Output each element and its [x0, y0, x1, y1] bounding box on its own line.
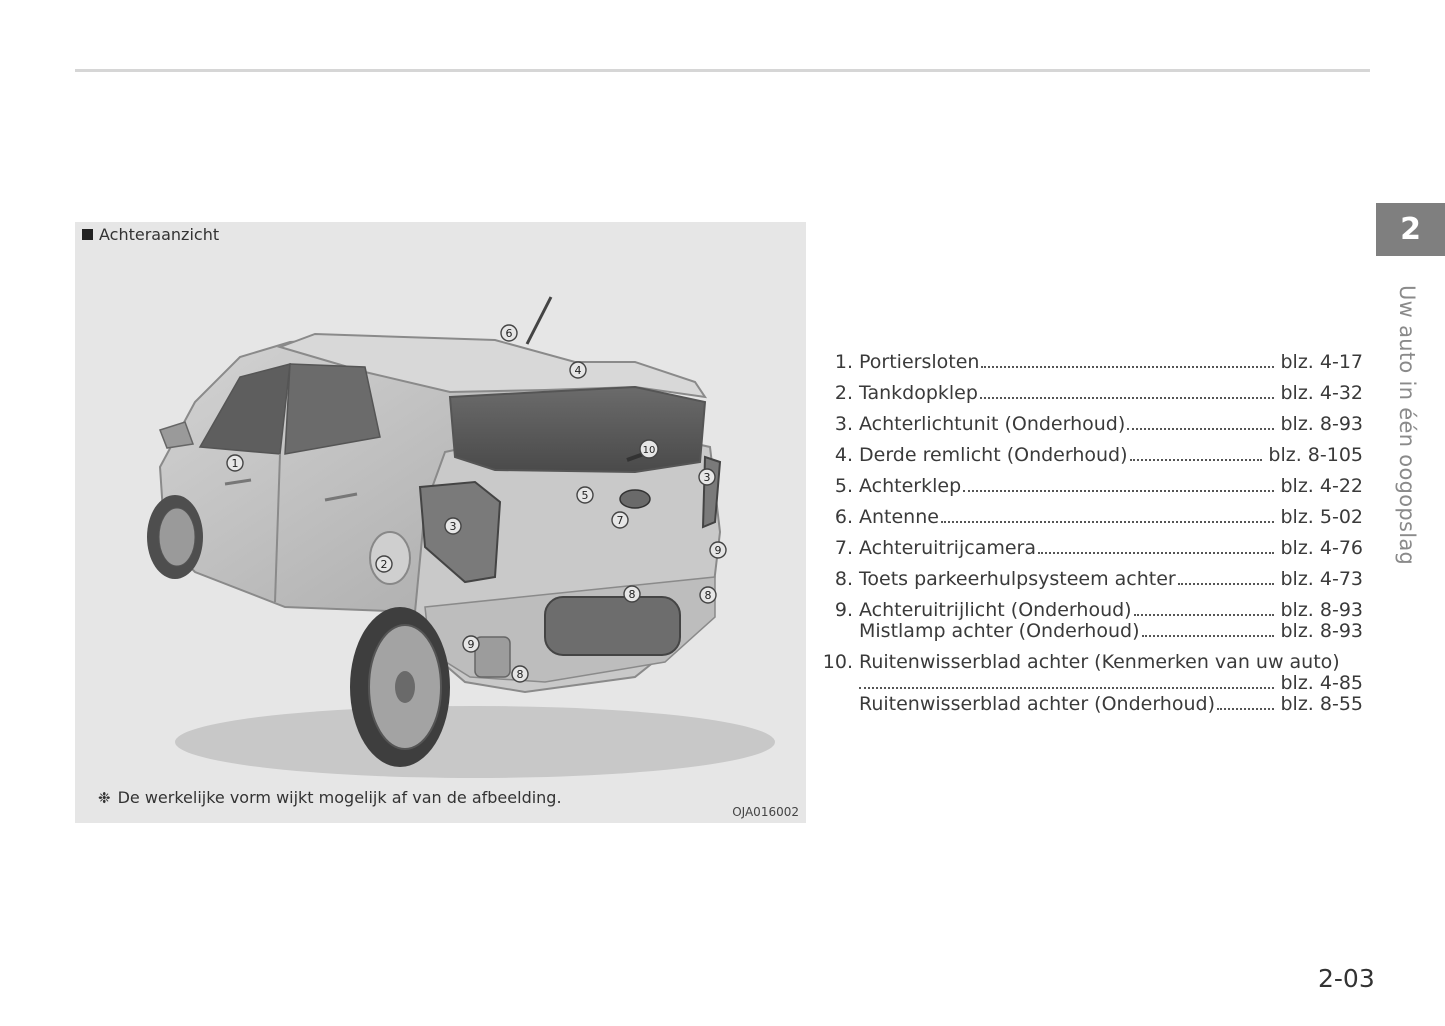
leader-dots — [981, 366, 1274, 368]
list-item — [815, 383, 1363, 404]
item-page: blz. 8-93 — [1280, 599, 1363, 621]
item-page: blz. 4-17 — [1280, 351, 1363, 373]
item-label: Achterlichtunit (Onderhoud) — [859, 413, 1126, 435]
item-number: 9. — [834, 599, 853, 621]
item-number: 10. — [822, 651, 853, 673]
leader-dots — [1038, 552, 1275, 554]
callout-label-2: 2 — [380, 558, 388, 571]
callout-label-8a: 8 — [628, 588, 636, 601]
list-item — [815, 652, 1363, 715]
chapter-side-title — [1395, 285, 1425, 585]
callout-9a — [710, 542, 726, 558]
item-label: Tankdopklep — [859, 382, 978, 404]
item-page: blz. 4-76 — [1280, 537, 1363, 559]
callout-8c — [512, 666, 528, 682]
item-number: 2. — [834, 382, 853, 404]
callout-3b — [699, 469, 715, 485]
item-page: blz. 8-105 — [1268, 444, 1363, 466]
chapter-tab: 2 — [1376, 203, 1445, 256]
callout-label-9b: 9 — [467, 638, 475, 651]
leader-dots — [1127, 428, 1274, 430]
leader-dots — [941, 521, 1275, 523]
figure-code: OJA016002 — [732, 805, 799, 819]
callout-label-1: 1 — [231, 457, 239, 470]
callout-8b — [700, 587, 716, 603]
item-label-secondary: Ruitenwisserblad achter (Onderhoud) — [859, 693, 1215, 715]
item-page: blz. 5-02 — [1280, 506, 1363, 528]
item-page-secondary: blz. 8-93 — [1280, 620, 1363, 642]
item-page-secondary: blz. 8-55 — [1280, 693, 1363, 715]
callout-label-4: 4 — [574, 364, 582, 377]
callout-6 — [501, 325, 517, 341]
rear-view-figure — [75, 222, 806, 823]
list-item — [815, 569, 1363, 590]
item-number: 1. — [834, 351, 853, 373]
leader-dots — [1130, 459, 1263, 461]
item-page: blz. 8-93 — [1280, 413, 1363, 435]
figure-note-text: De werkelijke vorm wijkt mogelijk af van de afbeelding. — [117, 788, 562, 807]
item-number: 5. — [834, 475, 853, 497]
item-label: Antenne — [859, 506, 939, 528]
callout-label-10: 10 — [642, 445, 656, 456]
figure-title-text: Achteraanzicht — [99, 225, 220, 244]
item-label: Achterklep — [859, 475, 962, 497]
callout-label-6: 6 — [505, 327, 513, 340]
callout-10 — [640, 440, 658, 458]
top-rule — [75, 69, 1370, 72]
list-item — [815, 600, 1363, 642]
callout-label-3b: 3 — [703, 471, 711, 484]
callout-1 — [227, 455, 243, 471]
leader-dots — [1134, 614, 1275, 616]
leader-dots — [980, 397, 1275, 399]
note-asterisk-icon: ❉ — [98, 788, 111, 807]
page-number: 2-03 — [1318, 964, 1375, 993]
callout-label-8c: 8 — [516, 668, 524, 681]
list-item — [815, 538, 1363, 559]
item-label: Achteruitrijlicht (Onderhoud) — [859, 599, 1132, 621]
callout-9b — [463, 636, 479, 652]
item-number: 8. — [834, 568, 853, 590]
figure-title — [82, 225, 219, 244]
callout-4 — [570, 362, 586, 378]
callout-label-9a: 9 — [714, 544, 722, 557]
callout-3a — [445, 518, 461, 534]
list-item — [815, 445, 1363, 466]
leader-dots — [859, 687, 1274, 689]
item-label: Ruitenwisserblad achter (Kenmerken van uw auto) — [859, 651, 1340, 673]
item-page: blz. 4-73 — [1280, 568, 1363, 590]
item-number: 4. — [834, 444, 853, 466]
list-item — [815, 476, 1363, 497]
leader-dots — [1178, 583, 1275, 585]
item-label: Toets parkeerhulpsysteem achter — [859, 568, 1176, 590]
item-page: blz. 4-85 — [1280, 672, 1363, 694]
car-rear-illustration — [75, 222, 806, 823]
item-number: 3. — [834, 413, 853, 435]
callout-2 — [376, 556, 392, 572]
callout-5 — [577, 487, 593, 503]
callout-7 — [612, 512, 628, 528]
item-page: blz. 4-32 — [1280, 382, 1363, 404]
callout-8a — [624, 586, 640, 602]
list-item — [815, 414, 1363, 435]
chapter-title-text: Uw auto in één oogopslag — [1395, 285, 1419, 566]
leader-dots — [1217, 708, 1274, 710]
callout-label-8b: 8 — [704, 589, 712, 602]
figure-note — [98, 788, 562, 807]
item-page: blz. 4-22 — [1280, 475, 1363, 497]
leader-dots — [963, 490, 1274, 492]
item-label: Portiersloten — [859, 351, 980, 373]
item-label: Derde remlicht (Onderhoud) — [859, 444, 1128, 466]
component-list — [815, 352, 1363, 715]
item-number: 6. — [834, 506, 853, 528]
list-item — [815, 507, 1363, 528]
callout-label-3a: 3 — [449, 520, 457, 533]
callout-label-7: 7 — [616, 514, 624, 527]
leader-dots — [1142, 635, 1275, 637]
list-item — [815, 352, 1363, 373]
item-label: Achteruitrijcamera — [859, 537, 1036, 559]
square-bullet-icon — [82, 229, 93, 240]
item-label-secondary: Mistlamp achter (Onderhoud) — [859, 620, 1140, 642]
callout-label-5: 5 — [581, 489, 589, 502]
item-number: 7. — [834, 537, 853, 559]
